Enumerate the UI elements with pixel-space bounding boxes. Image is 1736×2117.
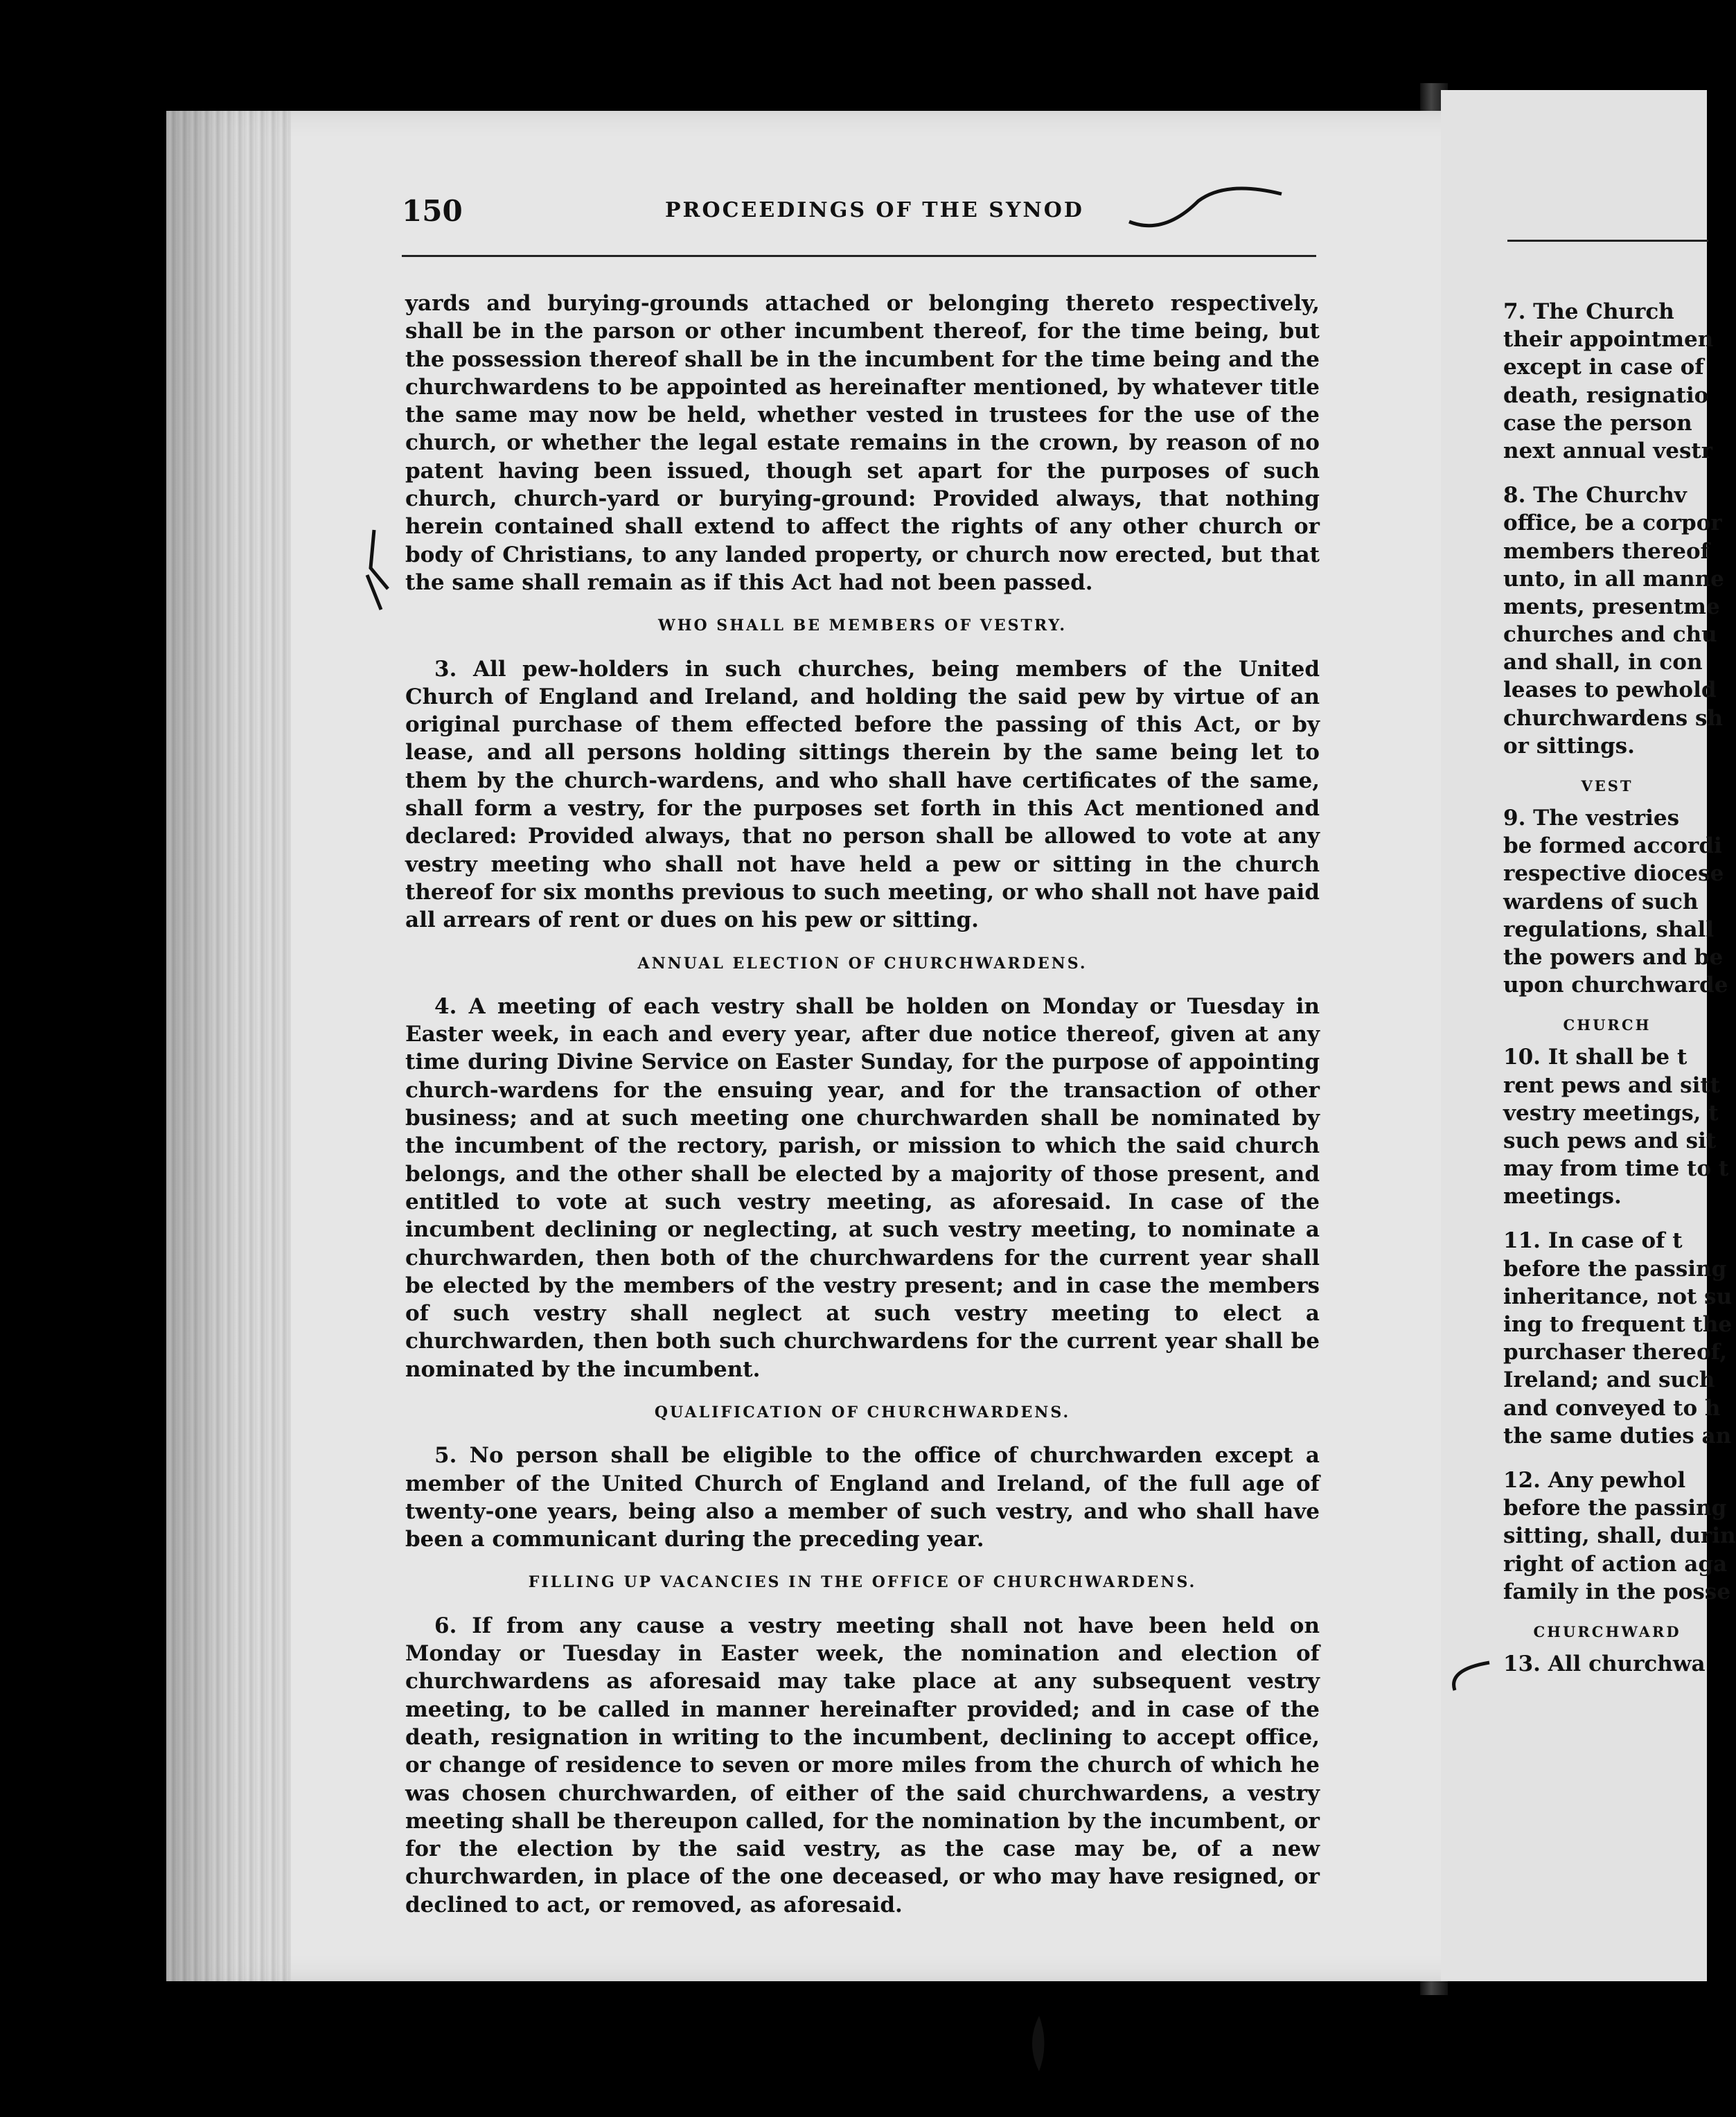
running-head: PROCEEDINGS OF THE SYNOD [665,198,1084,222]
right-text-line: ing to frequent the [1503,1312,1733,1337]
right-text-line: be formed accordi [1503,833,1722,859]
right-text-line: before the passing [1503,1256,1727,1282]
right-text-line: the powers and be [1503,944,1724,970]
right-section-heading: CHURCHWARD [1533,1622,1681,1640]
section-paragraph: yards and burying-grounds attached or belonging thereto respectively, shall be in the parson or other incumbent thereof, for the time being, but the possession thereof shall be in the incumbent for the time being and the churchwardens to be appointed as hereinafter mentioned, by whatever title the same may now be held, whether vested in trustees for the use of the church, or whether the legal estate remains in the crown, by reason of no patent having been issued, though set apart for the purposes of such church, church-yard or burying-ground: Provided always, that nothing herein contained shall extend to affect the rights of any other church or body of Christians, to any landed property, or church now erected, but that the same shall remain as if this Act had not been passed. [405,291,1320,595]
right-text-line [1503,1210,1711,1227]
right-text-line: 9. The vestries [1503,806,1680,831]
right-text-line: and conveyed to h [1503,1395,1721,1421]
right-text-line: may from time to t [1503,1156,1729,1182]
right-text-line: next annual vestr [1503,438,1713,463]
section-paragraph: 3. All pew-holders in such churches, being members of the United Church of England and Ireland, and holding the said pew by virtue of an original purchase of them effected before the passing of this Act, or by lease, and all persons holding sittings therein by the same being let to them by the church-wardens, and who shall have certificates of the same, shall form a vestry, for the purposes set forth in this Act mentioned and declared: Provided always, that no person shall be allowed to vote at any vestry meeting who shall not have held a pew or sitting in the church thereof for six months previous to such meeting, or who shall not have paid all arrears of rent or dues on his pew or sitting. [405,656,1320,933]
right-text-line: ments, presentme [1503,594,1720,619]
right-text-line: churches and chu [1503,622,1717,648]
right-text-line: regulations, shall [1503,916,1715,942]
right-text-line: 10. It shall be t [1503,1045,1688,1070]
page-number: 150 [402,194,463,228]
right-text-line: purchaser thereof, [1503,1340,1728,1365]
right-text-line: and shall, in con [1503,650,1703,675]
left-page-body [405,290,1320,1919]
right-section-heading: VEST [1581,777,1633,795]
right-text-line: unto, in all manne [1503,566,1724,592]
right-text-line: except in case of [1503,355,1704,380]
right-text-line: Ireland; and such [1503,1367,1715,1393]
section-paragraph: 6. If from any cause a vestry meeting shall not have been held on Monday or Tuesday in Easter week, the nomination and election of churchwardens as aforesaid may take place at any subsequent vestry meeting, to be called in manner hereinafter provided; and in case of the death, resignation in writing to the incumbent, declining to accept office, or change of residence to seven or more miles from the church of which he was chosen churchwarden, of either of the said churchwardens, a vestry meeting shall be thereupon called, for the nomination by the incumbent, or for the election by the said vestry, as the case may be, of a new churchwarden, in place of the one deceased, or who may have resigned, or declined to act, or removed, as aforesaid. [405,1613,1320,1917]
right-text-line: meetings. [1503,1184,1622,1210]
right-text-line: churchwardens sh [1503,705,1723,731]
right-section-heading: CHURCH [1563,1016,1651,1034]
right-text-line: 7. The Church [1503,299,1674,324]
right-text-line: office, be a corpor [1503,511,1722,536]
pen-mark-top [1122,173,1288,242]
section-heading: QUALIFICATION OF CHURCHWARDENS. [654,1403,1071,1421]
right-text-line: the same duties an [1503,1423,1732,1449]
right-text-line: 13. All churchwa [1503,1651,1706,1676]
right-text-line: their appointmen [1503,327,1714,353]
section-heading: FILLING UP VACANCIES IN THE OFFICE OF CHURCHWARDENS. [528,1573,1197,1592]
pen-mark-bottom [1018,2009,1060,2078]
right-text-line: 8. The Churchv [1503,483,1687,508]
right-text-line: such pews and sit [1503,1128,1717,1153]
right-text-line: 12. Any pewhol [1503,1467,1686,1493]
right-header-rule [1507,240,1708,242]
right-text-line: inheritance, not su [1503,1284,1733,1309]
right-page [1441,90,1736,1981]
right-text-line: right of action aga [1503,1551,1728,1577]
right-page-text [1503,298,1736,1678]
right-text-line: death, resignatio [1503,382,1709,408]
right-text-line: vestry meetings, t [1503,1100,1719,1126]
right-text-line: 11. In case of t [1503,1228,1683,1254]
right-text-line [1503,1450,1711,1467]
section-paragraph: 4. A meeting of each vestry shall be holden on Monday or Tuesday in Easter week, in each and every year, after due notice thereof, given at any time during Divine Service on Easter Sunday, for the purpose of appointing church-wardens for the ensuing year, and for the transaction of other business; and at such meeting one churchwarden shall be nominated by the incumbent of the rectory, parish, or mission to which the said church belongs, and the other shall be elected by a majority of those present, and entitled to vote at such vestry meeting, as aforesaid. In case of the incumbent declining or neglecting, at such vestry meeting, to nominate a churchwarden, then both of the churchwardens for the current year shall be elected by the members of the vestry present; and in case the members of such vestry shall neglect at such vestry meeting to elect a churchwarden, then both such churchwardens for the current year shall be nominated by the incumbent. [405,993,1320,1382]
page-edge-stack [166,111,291,1981]
right-text-line: rent pews and sitt [1503,1072,1720,1098]
right-text-line: members thereof [1503,538,1710,564]
section-heading: ANNUAL ELECTION OF CHURCHWARDENS. [637,954,1088,973]
right-text-line: or sittings. [1503,733,1635,759]
right-text-line [1503,465,1711,481]
right-text-line: leases to pewhold [1503,677,1717,703]
right-text-line: case the person [1503,410,1692,436]
right-text-line: wardens of such [1503,889,1699,914]
pen-mark-right [1441,1656,1496,1697]
pen-mark-left [346,526,402,617]
right-text-line: upon churchwarde [1503,973,1728,998]
right-text-line: respective diocese [1503,861,1724,887]
right-text-line: before the passing [1503,1496,1727,1521]
section-heading: WHO SHALL BE MEMBERS OF VESTRY. [657,617,1068,635]
section-paragraph: 5. No person shall be eligible to the office of churchwarden except a member of the United Church of England and Ireland, of the full age of twenty-one years, being also a member of such vestry, and who shall have been a communicant during the preceding year. [405,1443,1320,1552]
header-rule [402,255,1316,257]
right-text-line: sitting, shall, durin [1503,1523,1736,1549]
right-text-line: family in the posse [1503,1579,1731,1604]
